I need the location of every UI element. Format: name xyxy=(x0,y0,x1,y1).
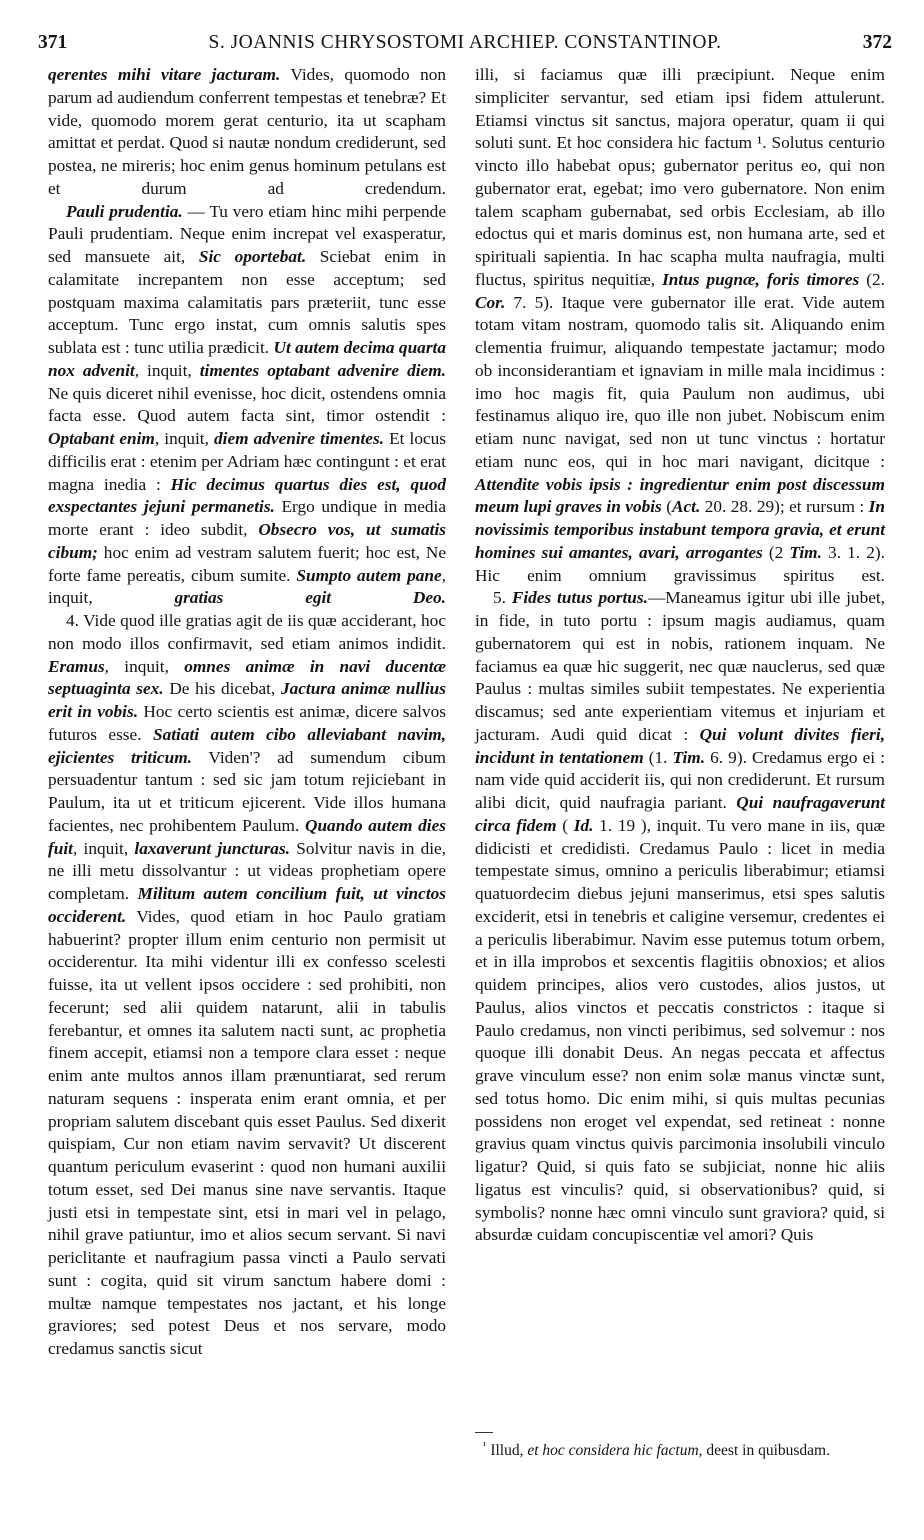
footnote-text: Illud, et hoc considera hic factum, deest in quibusdam. xyxy=(490,1442,830,1460)
paragraph: illi, si faciamus quæ illi præcipiunt. Neque enim simpliciter servantur, sed etiam ipsi fidem attulerunt. Etiamsi vinctus sit sanctus, majora operatur, quam ii qui soluti sunt. Et hoc considera hic factum ¹. Solutus centurio vincto illo habebat opus; gubernator peritus eo, qui non gubernator erat, egebat; imo vero gubernatore. Non enim talem scapham gubernabat, sed orbis Ecclesiam, ab illo edoctus qui et maris dominus est, non humana arte, sed et spirituali sapientia. In hac scapha multa naufragia, multi fluctus, spiritus nequitiæ, Intus pugnæ, foris timores (2. Cor. 7. 5). Itaque vere gubernator ille erat. Vide autem totam vitam nostram, quomodo talis sit. Aliquando enim clementia fruimur, aliquando tempestate jactamur; modo ob inconsiderantiam et ignaviam in mille mala incidimus : imo hoc magis fit, quia Paulum non audimus, ubi festinamus aliquo ire, quo ille non jubet. Nobiscum enim etiam nunc navigat, sed non ut tunc vinctus : hortatur etiam nunc eos, qui in hoc mari navigant, dicitque : Attendite vobis ipsis : ingredientur enim post discessum meum lupi graves in vobis (Act. 20. 28. 29); et rursum : In novissimis temporibus instabunt tempora gravia, et erunt homines sui amantes, avari, arrogantes (2 Tim. 3. 1. 2). Hic enim omnium gravissimus spiritus est. xyxy=(475,65,886,585)
paragraph: 5. Fides tutus portus.—Maneamus igitur ubi ille jubet, in fide, in tuto portu : ipsum magis audiamus, quam gubernatorem qui est in nobis, rationem inquam. Ne faciamus ea quæ hic suggerit, nec quæ nauclerus, sed quæ Paulus : multas similes subiit tempestates. Ne experientia discamus; sed ante experientiam vitemus et injuriam et jacturam. Audi quid dicat : Qui volunt divites fieri, incidunt in tentationem (1. Tim. 6. 9). Credamus ergo ei : nam vide quid acciderit iis, qui non crediderunt. Et rursum alibi dicit, quid naufragia pariant. Qui naufragaverunt circa fidem ( Id. 1. 19 ), inquit. Tu vero mane in iis, quæ didicisti et credidisti. Credamus Paulo : licet in media tempestate simus, omnino a periculis liberabimur; etiamsi quatuordecim diebus jejuni manserimus, etsi spes salutis exciderit, etsi in tenebris et caligine versemur, credentes ei a periculis liberabimur. Navim esse putemus totum orbem, et in illa improbos et sexcentis flagitiis obnoxios; et alios quidem principes, alios vero custodes, alios justos, ut Paulus, alios vinctos et peccatis constrictos : itaque si Paulo credamus, non vincti peribimus, sed solvemur : nos quoque illi donabit Deus. An negas peccata et affectus grave vinculum esse? non enim solæ manus vinctæ sunt, sed totus homo. Dic enim mihi, si quis multas pecunias possidens non eroget vel expendat, sed retineat : nonne gravius quam vinctus quivis parcimonia insolubili vinculo ligatur? Quid, si quis fato se subjiciat, nonne hic aliis ligatus est vinculis? quid, si observationibus? quid, si symbolis? nonne hæc omni vinculo sunt graviora? quid, si absurdæ cuidam concupiscentiæ vel amori? Quis xyxy=(475,588,886,1245)
paragraph: 4. Vide quod ille gratias agit de iis quæ acciderant, hoc non modo illos confirmavit, sed etiam animos indidit. Eramus, inquit, omnes animæ in navi ducentæ septuaginta sex. De his dicebat, Jactura animæ nullius erit in vobis. Hoc certo scientis est animæ, dicere salvos futuros esse. Satiati autem cibo alleviabant navim, ejicientes triticum. Viden'? ad sumendum cibum persuadentur tantum : sed sic jam totum rejiciebant in Paulum, ita ut et triticum ejicerent. Vide illos humana facientes, nec prohibentem Paulum. Quando autem dies fuit, inquit, laxaverunt juncturas. Solvitur navis in die, ne illi metu dissolvantur : ut videas prophetiam opere completam. Militum autem concilium fuit, ut vinctos occiderent. Vides, quod etiam in hoc Paulo gratiam habuerint? propter illum enim centurio non permisit ut occiderentur. Ita mihi videntur illi ex confesso scelesti fuisse, ita ut vellent ipsos occidere : sed prohibiti, non fecerunt; sed alii quidem natarunt, alii in tabulis ferebantur, et omnes ita salutem nacti sunt, ac prophetia finem accepit, etiamsi non a tempore clara esset : neque enim ante multos annos illam prænuntiarat, sed rerum naturam sequens : insperata enim erant omnia, et per propriam salutem discebant quis esset Paulus. Sed dixerit quispiam, Cur non etiam navim servavit? Ut discerent quantum periculum evaserint : quod non humani auxilii totum esset, sed Dei manus sine nave servantis. Itaque justi etsi in tempestate sint, etsi in mari vel in pelago, nihil grave patiuntur, imo et alios secum servant. Si navi periclitante et naufragium passa vincti a Paulo servati sunt : cogita, quid sit virum sanctum habere domi : multæ namque tempestates nos jactant, et his longe graviores; sed potest Deus et nos servare, modo credamus sanctis sicut xyxy=(48,611,447,1358)
left-column xyxy=(48,64,446,1361)
running-title: S. JOANNIS CHRYSOSTOMI ARCHIEP. CONSTANTINOP. xyxy=(208,32,722,53)
footnote-marker: ¹ xyxy=(483,1440,487,1452)
footnote xyxy=(483,1436,893,1461)
right-column xyxy=(475,64,885,1247)
paragraph: Pauli prudentia. — Tu vero etiam hinc mihi perpende Pauli prudentiam. Neque enim increpat vel exasperatur, sed mansuete ait, Sic oportebat. Sciebat enim in calamitate increpantem non esse acceptum; sed postquam maxima calamitatis pars præteriit, tunc esse acceptum. Tunc ergo instat, cum omnis salutis spes sublata est : tunc utilia prædicit. Ut autem decima quarta nox advenit, inquit, timentes optabant advenire diem. Ne quis diceret nihil evenisse, hoc dicit, ostendens omnia facta esse. Quod autem facta sint, timor ostendit : Optabant enim, inquit, diem advenire timentes. Et locus difficilis erat : etenim per Adriam hæc contingunt : et erat magna inedia : Hic decimus quartus dies est, quod exspectantes jejuni permanetis. Ergo undique in media morte erant : ideo subdit, Obsecro vos, ut sumatis cibum; hoc enim ad vestram salutem fuerit; hoc est, Ne forte fame pereatis, cibum sumite. Sumpto autem pane, inquit, gratias egit Deo. xyxy=(48,201,447,608)
paragraph: qerentes mihi vitare jacturam. Vides, quomodo non parum ad audiendum conferrent tempestas et tenebræ? Et vide, quomodo morem gerat centurio, ita ut scapham amittat et perdat. Quod si nautæ nondum crediderunt, sed postea, ne mireris; hoc enim genus hominum petulans est et durum ad credendum. xyxy=(48,65,446,198)
footnote-rule xyxy=(475,1432,493,1433)
page-header xyxy=(38,30,892,60)
page-number-right: 372 xyxy=(862,32,892,53)
page-number-left: 371 xyxy=(38,32,68,53)
